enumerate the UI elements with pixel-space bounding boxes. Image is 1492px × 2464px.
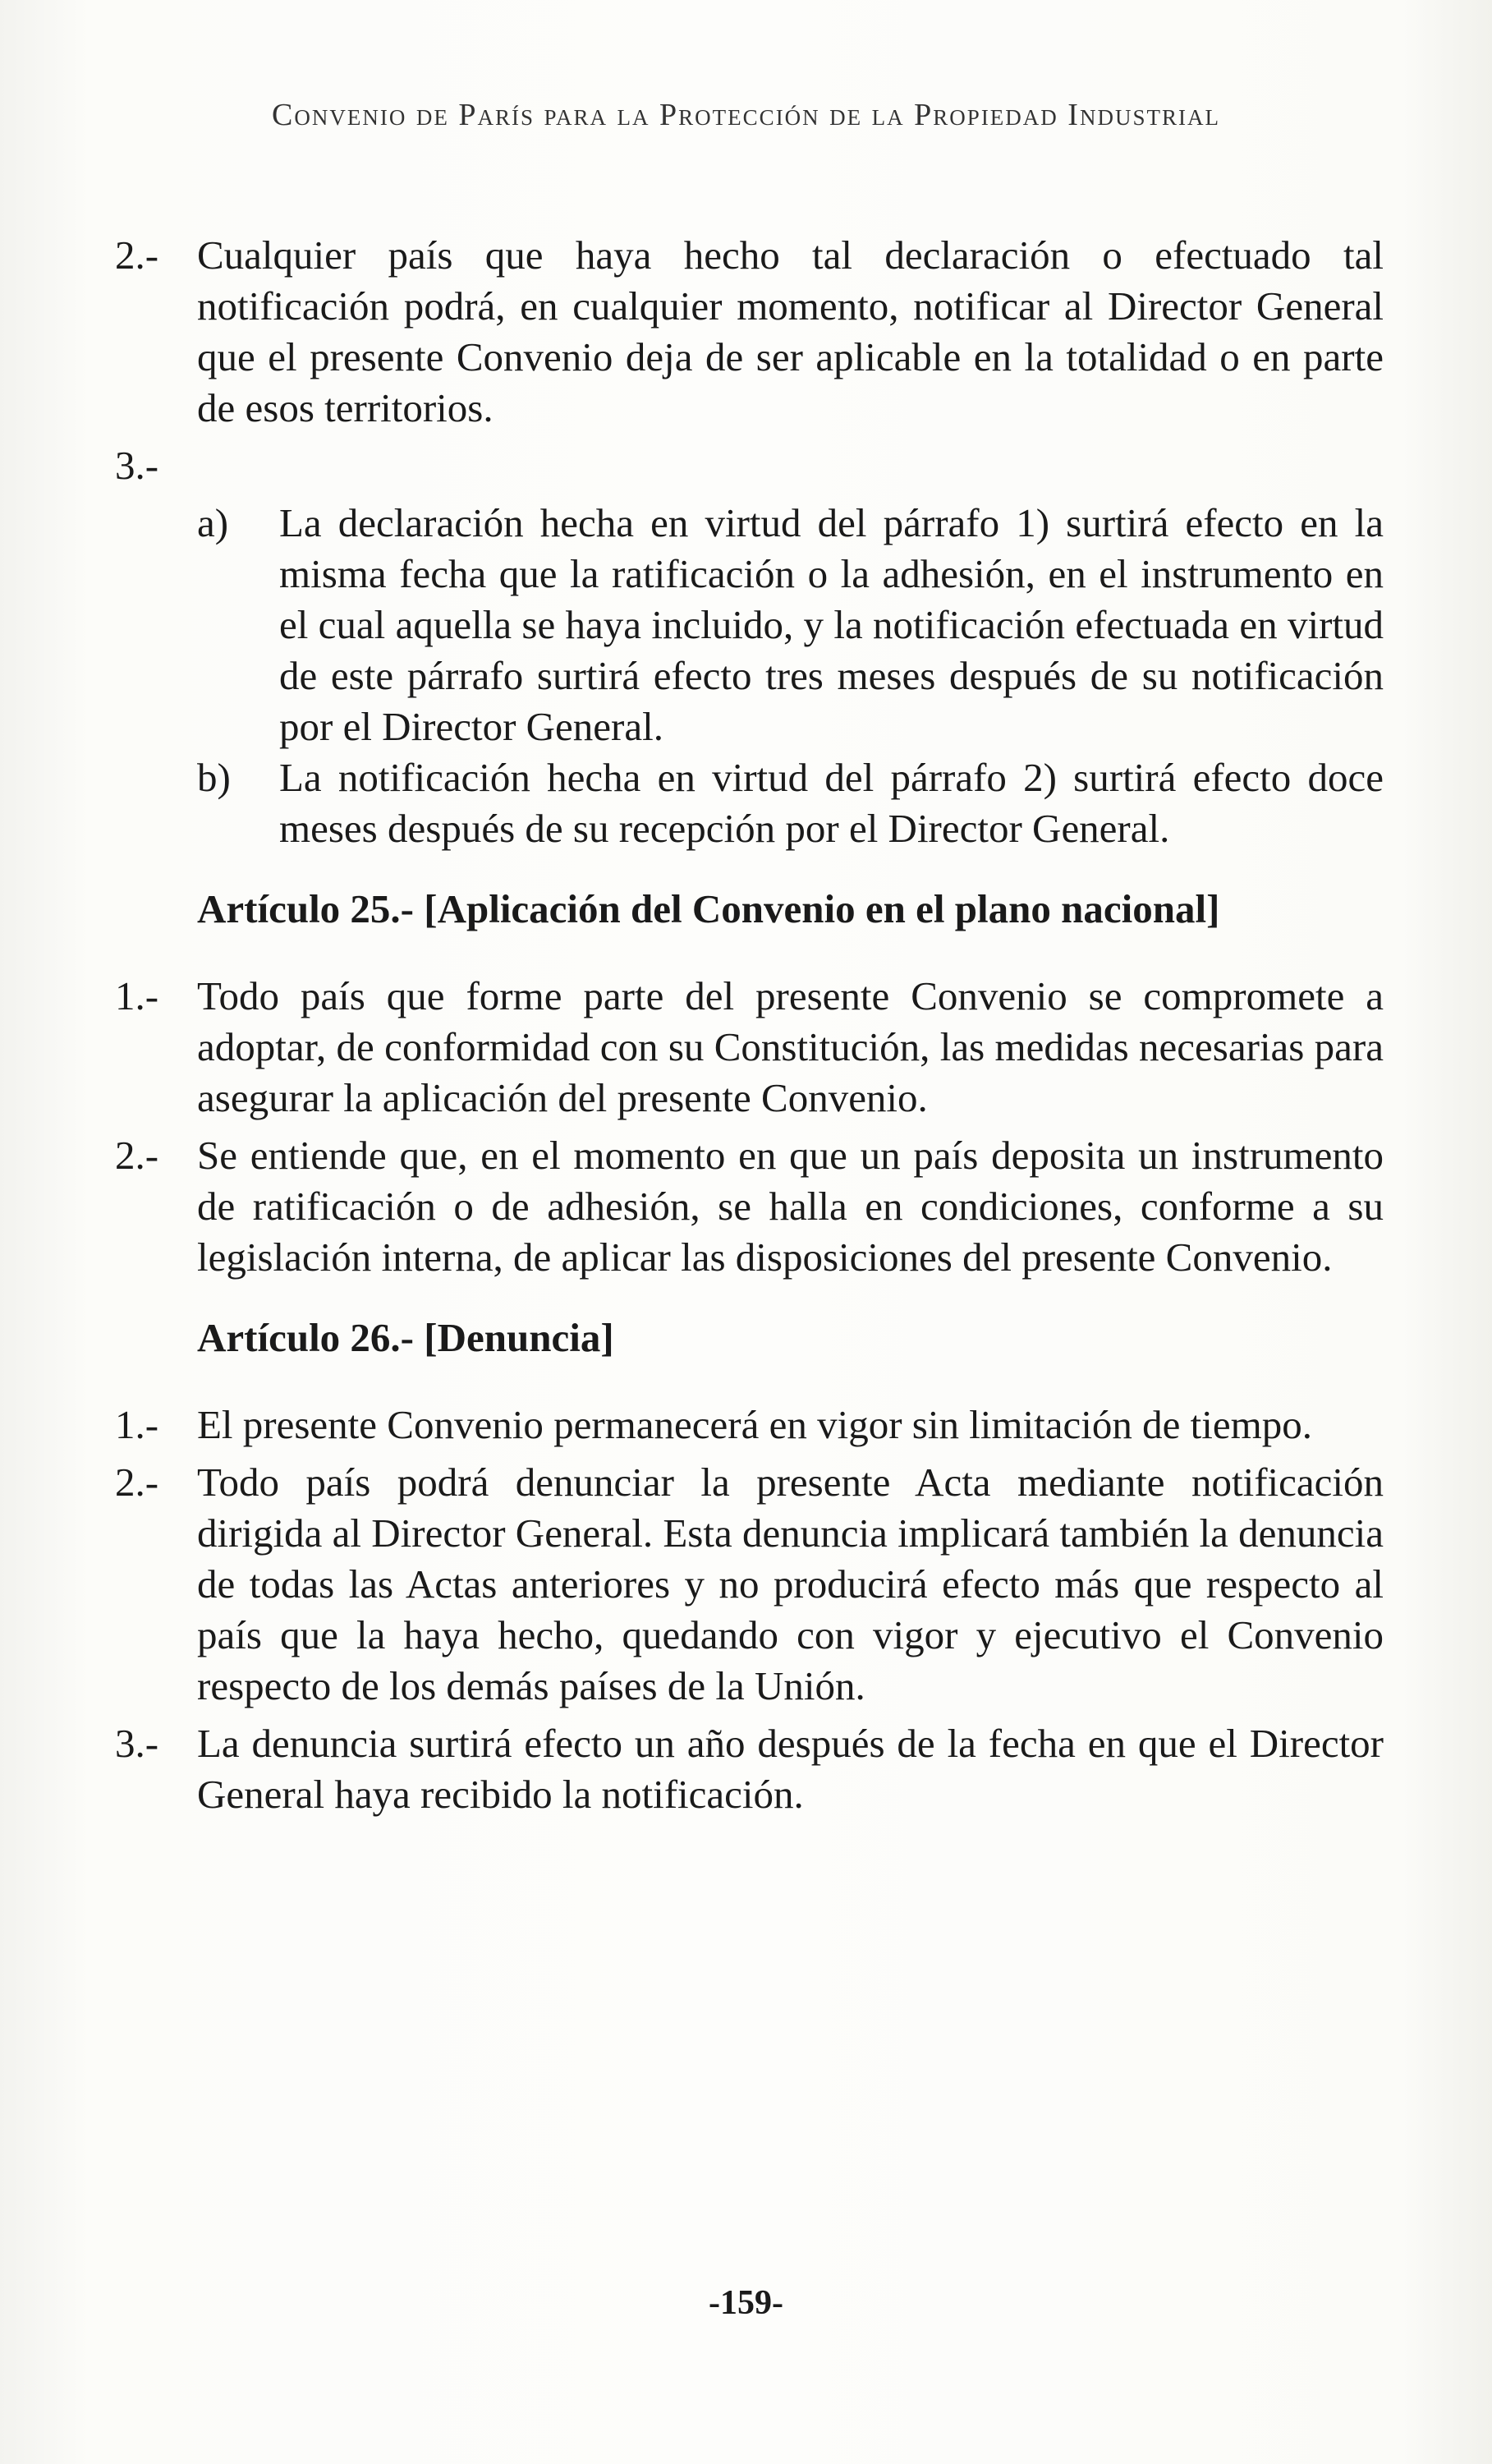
article-25-paragraph-1 xyxy=(115,971,1384,1124)
paragraph-number: 1.- xyxy=(115,973,159,1018)
subparagraph-letter: b) xyxy=(197,755,231,800)
paragraph-number: 3.- xyxy=(115,443,159,488)
paragraph-number: 2.- xyxy=(115,1133,159,1178)
paragraph-text: Se entiende que, en el momento en que un país deposita un instrumento de ratificación o de adhesión, se halla en condiciones, conforme a su legislación interna, de aplicar las disposiciones del presente Convenio. xyxy=(197,1133,1384,1280)
article-26-paragraph-1 xyxy=(115,1400,1384,1450)
page-number: -159- xyxy=(709,2284,783,2322)
article-26-heading: Artículo 26.- [Denuncia] xyxy=(197,1315,614,1360)
paragraph-text: Cualquier país que haya hecho tal declaración o efectuado tal notificación podrá, en cualquier momento, notificar al Director General que el presente Convenio deja de ser aplicable en la totalidad o en parte de esos territorios. xyxy=(197,232,1384,430)
paragraph-2 xyxy=(115,230,1384,434)
paragraph-number: 2.- xyxy=(115,232,159,278)
article-26-paragraph-3 xyxy=(115,1718,1384,1820)
paragraph-text: La denuncia surtirá efecto un año después de la fecha en que el Director General haya recibido la notificación. xyxy=(197,1721,1384,1817)
paragraph-3 xyxy=(115,440,1384,491)
subparagraph-b xyxy=(197,752,1384,854)
document-body xyxy=(115,230,1384,1820)
article-26-paragraph-2 xyxy=(115,1457,1384,1712)
paragraph-number: 3.- xyxy=(115,1721,159,1766)
paragraph-text: Todo país que forme parte del presente Convenio se compromete a adoptar, de conformidad con su Constitución, las medidas necesarias para asegurar la aplicación del presente Convenio. xyxy=(197,973,1384,1120)
paragraph-number: 2.- xyxy=(115,1460,159,1505)
running-header: Convenio de París para la Protección de la Propiedad Industrial xyxy=(272,98,1220,132)
paragraph-text: El presente Convenio permanecerá en vigor sin limitación de tiempo. xyxy=(197,1402,1312,1447)
subparagraph-text: La notificación hecha en virtud del párrafo 2) surtirá efecto doce meses después de su recepción por el Director General. xyxy=(279,755,1384,851)
paragraph-text: Todo país podrá denunciar la presente Acta mediante notificación dirigida al Director General. Esta denuncia implicará también la denuncia de todas las Actas anteriores y no producirá efecto más que respecto al país que la haya hecho, quedando con vigor y ejecutivo el Convenio respecto de los demás países de la Unión. xyxy=(197,1460,1384,1708)
paragraph-number: 1.- xyxy=(115,1402,159,1447)
subparagraph-a xyxy=(197,498,1384,752)
article-25-paragraph-2 xyxy=(115,1130,1384,1283)
subparagraph-letter: a) xyxy=(197,500,229,545)
subparagraph-text: La declaración hecha en virtud del párrafo 1) surtirá efecto en la misma fecha que la ratificación o la adhesión, en el instrumento en el cual aquella se haya incluido, y la notificación efectuada en virtud de este párrafo surtirá efecto tres meses después de su notificación por el Director General. xyxy=(279,500,1384,749)
article-25-heading: Artículo 25.- [Aplicación del Convenio en el plano nacional] xyxy=(197,886,1220,931)
